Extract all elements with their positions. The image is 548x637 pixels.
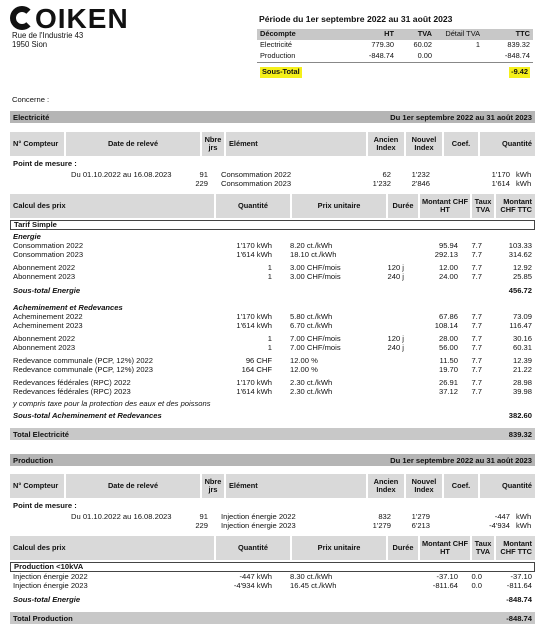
production-price-header [10, 536, 535, 560]
reading-unit: kWh [516, 179, 532, 188]
col-nouvel-index: Nouvel Index [406, 474, 442, 498]
price-row-amount-ttc: 12.92 [512, 263, 532, 272]
recap-cell [435, 51, 483, 62]
col-nbre-jrs: Nbre jrs [202, 132, 224, 156]
recap-cell: 0.00 [417, 51, 432, 60]
col-element: Elément [226, 474, 366, 498]
price-row-quantity: 1 [267, 272, 272, 281]
price-row-unit-price: 12.00 % [290, 365, 318, 374]
price-row-label: Injection énergie 2023 [13, 581, 88, 590]
price-row-label: Consommation 2022 [13, 241, 84, 250]
col-ancien-index: Ancien Index [368, 132, 404, 156]
reading-element: Injection énergie 2022 [221, 512, 296, 521]
price-row-label: Injection énergie 2022 [13, 572, 88, 581]
price-row-vat-rate: 0.0 [471, 572, 482, 581]
price-row-amount-ttc: 21.22 [512, 365, 532, 374]
price-row-label: Abonnement 2023 [13, 343, 76, 352]
price-row-vat-rate: 0.0 [471, 581, 482, 590]
price-row-vat-rate: 7.7 [471, 241, 482, 250]
price-row-amount-ttc: -37.10 [510, 572, 532, 581]
recap-period-title: Période du 1er septembre 2022 au 31 août 2023 [259, 14, 453, 24]
col-quantite: Quantité [480, 474, 535, 498]
production-meter-header [10, 474, 535, 498]
col-duree: Durée [388, 194, 418, 218]
recap-col-ttc: TTC [483, 29, 533, 40]
recap-cell: 839.32 [507, 40, 530, 50]
reading-qty: -447 [494, 512, 510, 521]
energy-subtotal-value: 456.72 [508, 286, 532, 295]
electricity-total-value: 839.32 [508, 430, 532, 439]
col-montant-ttc: Montant CHF TTC [496, 194, 535, 218]
price-row-vat-rate: 7.7 [471, 321, 482, 330]
col-taux-tva: Taux TVA [472, 194, 494, 218]
energy-title: Energie [13, 232, 41, 241]
price-row-vat-rate: 7.7 [471, 250, 482, 259]
recap-cell: Electricité [260, 40, 293, 50]
reading-new-index: 1'279 [411, 512, 430, 521]
col-quantite: Quantité [216, 194, 290, 218]
electricity-period: Du 1er septembre 2022 au 31 août 2023 [390, 113, 532, 122]
price-row-amount-ht: 95.94 [438, 241, 458, 250]
price-row-label: Abonnement 2022 [13, 263, 76, 272]
price-row-amount-ht: 28.00 [438, 334, 458, 343]
acheminement-subtotal-value: 382.60 [508, 411, 532, 420]
recap-col-detail-tva: Détail TVA [435, 29, 483, 40]
electricity-total-bar [10, 428, 535, 440]
col-coef: Coef. [444, 132, 478, 156]
reading-new-index: 1'232 [411, 170, 430, 179]
price-row-unit-price: 16.45 ct./kWh [290, 581, 337, 590]
reading-days: 91 [199, 170, 208, 179]
price-row-amount-ht: 26.91 [438, 378, 458, 387]
production-title: Production [13, 456, 54, 465]
price-row-label: Abonnement 2023 [13, 272, 76, 281]
price-row-amount-ttc: 73.09 [512, 312, 532, 321]
price-row-duration: 240 j [387, 343, 404, 352]
recap-col-tva: TVA [397, 29, 435, 40]
price-row-quantity: -447 kWh [239, 572, 272, 581]
reading-old-index: 1'279 [372, 521, 391, 530]
reading-unit: kWh [516, 512, 532, 521]
price-row-quantity: -4'934 kWh [233, 581, 272, 590]
recap-cell: Production [260, 51, 296, 60]
reading-days: 91 [199, 512, 208, 521]
recap-subtotal-label: Sous-Total [262, 66, 300, 76]
price-row-amount-ttc: 39.98 [512, 387, 532, 396]
price-row-unit-price: 7.00 CHF/mois [290, 343, 341, 352]
recap-col-decompte: Décompte [257, 29, 343, 40]
recap-row [257, 51, 533, 62]
price-row-vat-rate: 7.7 [471, 272, 482, 281]
reading-qty: 1'170 [491, 170, 510, 179]
point-mesure-label: Point de mesure : [13, 159, 77, 168]
col-quantite: Quantité [480, 132, 535, 156]
production-tariff-label: Production <10kVA [10, 562, 535, 572]
price-row-vat-rate: 7.7 [471, 387, 482, 396]
recap-col-ht: HT [343, 29, 397, 40]
price-row-unit-price: 2.30 ct./kWh [290, 378, 333, 387]
col-prix-unitaire: Prix unitaire [292, 194, 386, 218]
concerne-label: Concerne : [12, 95, 50, 104]
price-row-amount-ttc: 28.98 [512, 378, 532, 387]
col-coef: Coef. [444, 474, 478, 498]
reading-qty: -4'934 [489, 521, 510, 530]
address-line-1: Rue de l'Industrie 43 [12, 31, 84, 40]
recap-cell: 779.30 [371, 40, 394, 50]
price-row-amount-ht: 12.00 [438, 263, 458, 272]
price-row-label: Consommation 2023 [13, 250, 84, 259]
production-subtotal-label: Sous-total Energie [13, 595, 81, 604]
reading-days: 229 [195, 521, 208, 530]
price-row-label: Redevances fédérales (RPC) 2023 [13, 387, 131, 396]
price-row-vat-rate: 7.7 [471, 263, 482, 272]
col-nouvel-index: Nouvel Index [406, 132, 442, 156]
price-row-amount-ht: 67.86 [438, 312, 458, 321]
production-section-bar [10, 454, 535, 466]
reading-qty: 1'614 [491, 179, 510, 188]
price-row-quantity: 1'170 kWh [236, 241, 272, 250]
acheminement-title: Acheminement et Redevances [13, 303, 123, 312]
electricity-title: Electricité [13, 113, 50, 122]
price-row-duration: 240 j [387, 272, 404, 281]
price-row-quantity: 1 [267, 343, 272, 352]
price-row-amount-ht: 56.00 [438, 343, 458, 352]
reading-unit: kWh [516, 521, 532, 530]
price-row-label: Redevance communale (PCP, 12%) 2023 [13, 365, 154, 374]
price-row-unit-price: 12.00 % [290, 356, 318, 365]
reading-element: Consommation 2022 [221, 170, 292, 179]
col-ancien-index: Ancien Index [368, 474, 404, 498]
price-row-amount-ht: -811.64 [432, 581, 458, 590]
price-row-amount-ttc: 12.39 [512, 356, 532, 365]
col-montant-ttc: Montant CHF TTC [496, 536, 535, 560]
reading-element: Injection énergie 2023 [221, 521, 296, 530]
price-row-vat-rate: 7.7 [471, 343, 482, 352]
electricity-meter-header [10, 132, 535, 156]
acheminement-note: y compris taxe pour la protection des eaux et des poissons [13, 399, 211, 408]
col-nbre-jrs: Nbre jrs [202, 474, 224, 498]
price-row-label: Redevance communale (PCP, 12%) 2022 [13, 356, 154, 365]
price-row-quantity: 1'614 kWh [236, 321, 272, 330]
production-period: Du 1er septembre 2022 au 31 août 2023 [390, 456, 532, 465]
price-row-quantity: 1'170 kWh [236, 378, 272, 387]
price-row-duration: 120 j [387, 263, 404, 272]
price-row-amount-ttc: 30.16 [512, 334, 532, 343]
price-row-duration: 120 j [387, 334, 404, 343]
price-row-amount-ttc: 116.47 [509, 321, 532, 330]
col-montant-ht: Montant CHF HT [420, 194, 470, 218]
price-row-quantity: 164 CHF [241, 365, 272, 374]
price-row-quantity: 1'170 kWh [236, 312, 272, 321]
col-calcul-prix: Calcul des prix [10, 194, 214, 218]
price-row-amount-ht: -37.10 [436, 572, 458, 581]
price-row-vat-rate: 7.7 [471, 312, 482, 321]
col-date-releve: Date de relevé [66, 474, 200, 498]
price-row-unit-price: 2.30 ct./kWh [290, 387, 333, 396]
price-row-amount-ttc: 314.62 [508, 250, 532, 259]
electricity-section-bar [10, 111, 535, 123]
logo-text: OIKEN [35, 3, 129, 34]
price-row-amount-ttc: -811.64 [506, 581, 532, 590]
electricity-total-label: Total Electricité [13, 430, 69, 439]
production-total-label: Total Production [13, 614, 73, 623]
price-row-label: Abonnement 2022 [13, 334, 76, 343]
price-row-unit-price: 6.70 ct./kWh [290, 321, 333, 330]
recap-header-row [257, 29, 533, 40]
price-row-label: Redevances fédérales (RPC) 2022 [13, 378, 131, 387]
price-row-unit-price: 3.00 CHF/mois [290, 263, 341, 272]
price-row-amount-ht: 24.00 [438, 272, 458, 281]
recap-subtotal-value: -9.42 [511, 66, 528, 76]
acheminement-subtotal-label: Sous-total Acheminement et Redevances [13, 411, 162, 420]
recap-cell: -848.74 [504, 51, 530, 60]
col-montant-ht: Montant CHF HT [420, 536, 470, 560]
col-taux-tva: Taux TVA [472, 536, 494, 560]
price-row-amount-ht: 108.14 [434, 321, 458, 330]
price-row-unit-price: 8.30 ct./kWh [290, 572, 333, 581]
price-row-amount-ht: 37.12 [438, 387, 458, 396]
electricity-price-header [10, 194, 535, 218]
price-row-vat-rate: 7.7 [471, 334, 482, 343]
price-row-quantity: 1'614 kWh [236, 387, 272, 396]
reading-old-index: 62 [382, 170, 391, 179]
price-row-label: Acheminement 2023 [13, 321, 83, 330]
reading-old-index: 832 [378, 512, 391, 521]
price-row-vat-rate: 7.7 [471, 365, 482, 374]
recap-subtotal-row [257, 62, 533, 78]
reading-old-index: 1'232 [372, 179, 391, 188]
recap-table [257, 29, 533, 79]
recap-cell: 1 [475, 40, 480, 50]
tariff-label: Tarif Simple [10, 220, 535, 230]
recap-cell: -848.74 [368, 51, 394, 60]
production-subtotal-value: -848.74 [506, 595, 532, 604]
reading-new-index: 6'213 [411, 521, 430, 530]
price-row-amount-ht: 292.13 [434, 250, 458, 259]
price-row-amount-ttc: 60.31 [512, 343, 532, 352]
energy-subtotal-label: Sous-total Energie [13, 286, 81, 295]
col-calcul-prix: Calcul des prix [10, 536, 214, 560]
price-row-vat-rate: 7.7 [471, 378, 482, 387]
price-row-label: Acheminement 2022 [13, 312, 83, 321]
logo-mark-icon [10, 6, 34, 30]
col-quantite: Quantité [216, 536, 290, 560]
reading-new-index: 2'846 [411, 179, 430, 188]
col-duree: Durée [388, 536, 418, 560]
company-address [12, 31, 83, 49]
reading-unit: kWh [516, 170, 532, 179]
reading-days: 229 [195, 179, 208, 188]
col-element: Elément [226, 132, 366, 156]
production-total-value: -848.74 [506, 614, 532, 623]
price-row-amount-ttc: 25.85 [512, 272, 532, 281]
point-mesure-label: Point de mesure : [13, 501, 77, 510]
col-date-releve: Date de relevé [66, 132, 200, 156]
price-row-unit-price: 18.10 ct./kWh [290, 250, 337, 259]
price-row-amount-ht: 11.50 [439, 356, 458, 365]
col-compteur: N° Compteur [10, 132, 64, 156]
col-prix-unitaire: Prix unitaire [292, 536, 386, 560]
price-row-quantity: 1'614 kWh [236, 250, 272, 259]
reading-date: Du 01.10.2022 au 16.08.2023 [71, 512, 172, 521]
price-row-unit-price: 5.80 ct./kWh [290, 312, 333, 321]
recap-row [257, 40, 533, 51]
price-row-vat-rate: 7.7 [471, 356, 482, 365]
recap-cell: 60.02 [413, 40, 432, 50]
address-line-2: 1950 Sion [12, 40, 48, 49]
price-row-unit-price: 8.20 ct./kWh [290, 241, 333, 250]
col-compteur: N° Compteur [10, 474, 64, 498]
price-row-amount-ttc: 103.33 [508, 241, 532, 250]
price-row-unit-price: 7.00 CHF/mois [290, 334, 341, 343]
reading-element: Consommation 2023 [221, 179, 292, 188]
price-row-quantity: 96 CHF [245, 356, 272, 365]
price-row-quantity: 1 [267, 263, 272, 272]
reading-date: Du 01.10.2022 au 16.08.2023 [71, 170, 172, 179]
price-row-quantity: 1 [267, 334, 272, 343]
production-total-bar [10, 612, 535, 624]
price-row-unit-price: 3.00 CHF/mois [290, 272, 341, 281]
price-row-amount-ht: 19.70 [438, 365, 458, 374]
